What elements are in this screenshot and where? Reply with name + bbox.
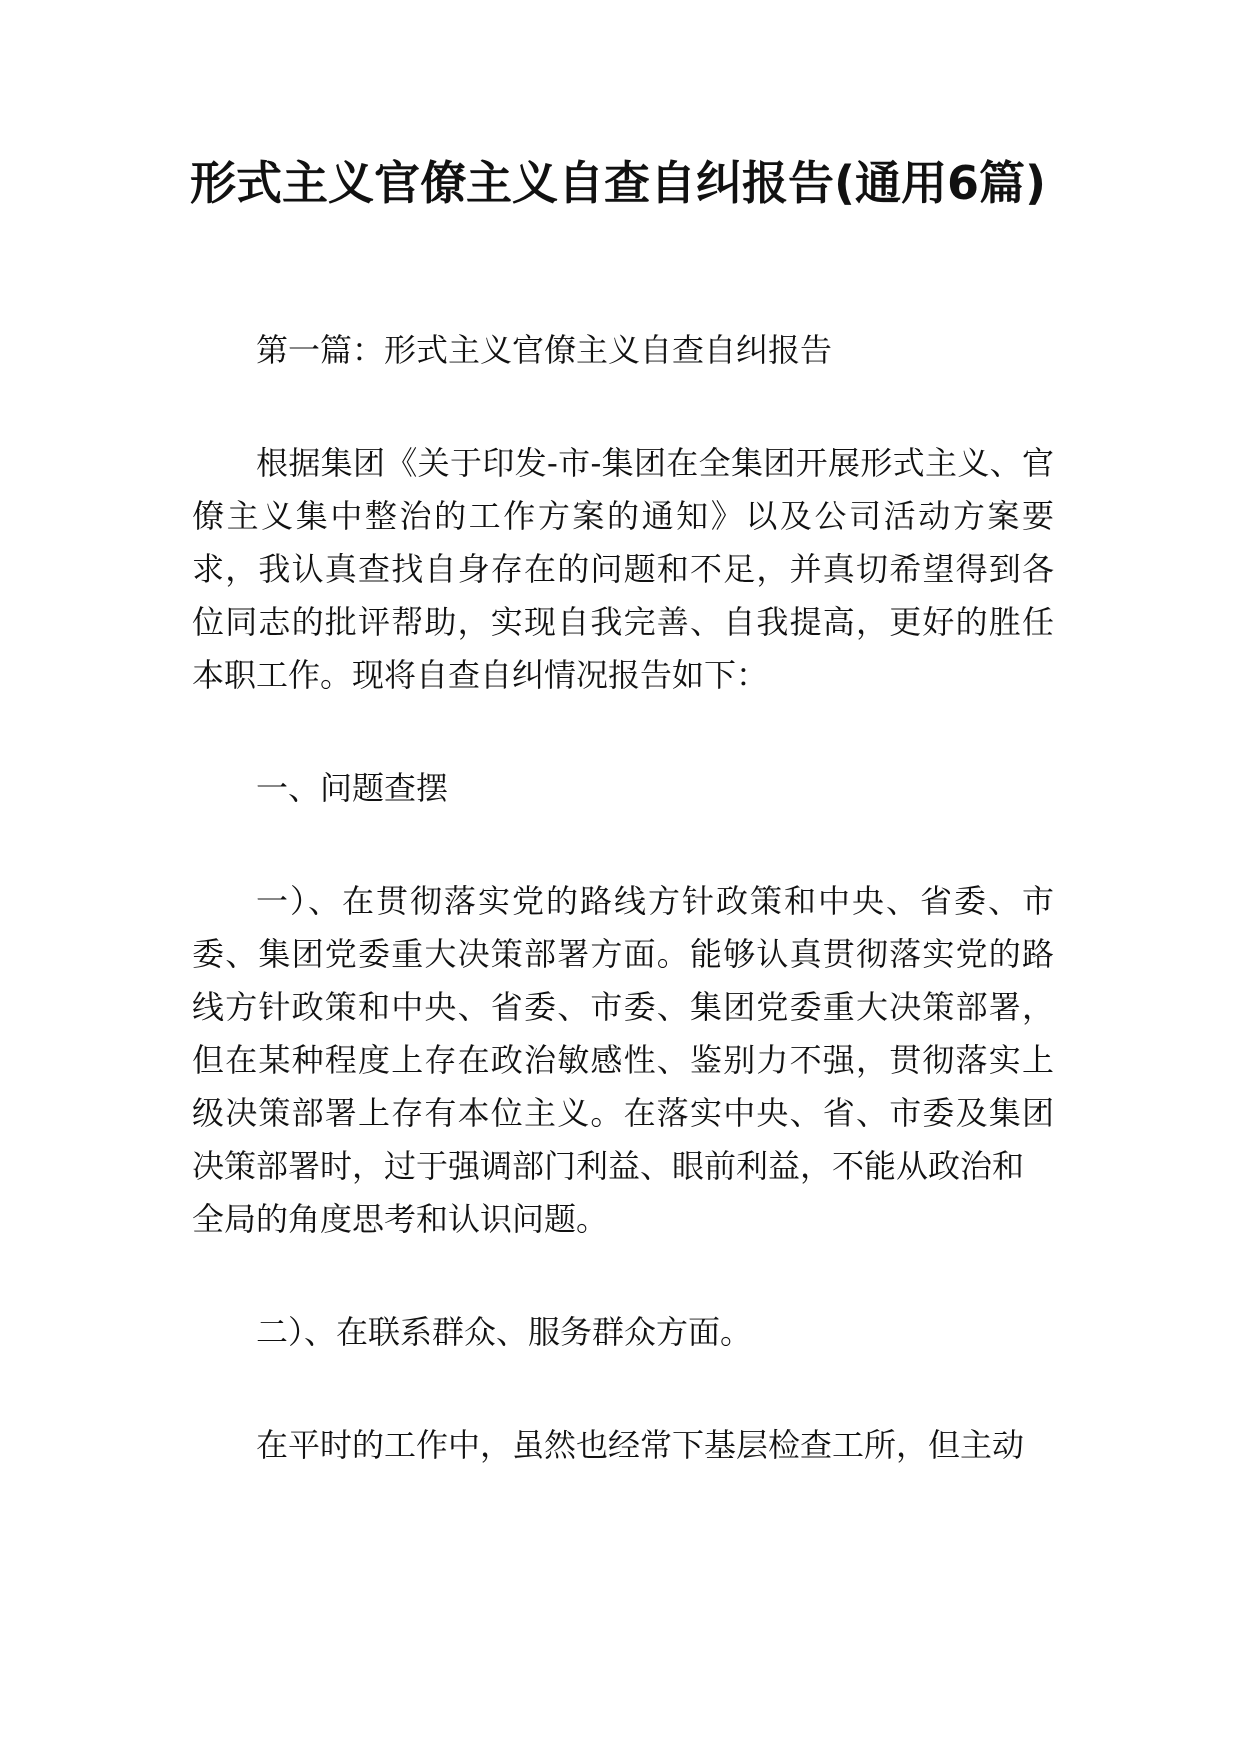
spacer [192,815,1054,875]
item2-paragraph: 在平时的工作中，虽然也经常下基层检查工所，但主动 [256,1426,1025,1464]
section-heading: 第一篇：形式主义官僚主义自查自纠报告 [256,331,833,369]
spacer [192,377,1054,437]
intro-paragraph: 根据集团《关于印发-市-集团在全集团开展形式主义、官僚主义集中整治的工作方案的通知》以及公司活动方案要求，我认真查找自身存在的问题和不足，并真切希望得到各位同志的批评帮助，实现自我完善、自我提高，更好的胜任本职工作。现将自查自纠情况报告如下： [192,444,1054,694]
spacer [192,702,1054,762]
document-title: 形式主义官僚主义自查自纠报告(通用6篇) [190,156,1047,210]
item1-paragraph: 一）、在贯彻落实党的路线方针政策和中央、省委、市委、集团党委重大决策部署方面。能够认真贯彻落实党的路线方针政策和中央、省委、市委、集团党委重大决策部署，但在某种程度上存在政治敏感性、鉴别力不强，贯彻落实上级决策部署上存有本位主义。在落实中央、省、市委及集团 决策部署时，过于强调部门利益、眼前利益，不能从政治和 [192,882,1054,1185]
item1-continuation: 全局的角度思考和认识问题。 [192,1200,609,1238]
item2-heading: 二）、在联系群众、服务群众方面。 [256,1313,753,1351]
problems-heading: 一、问题查摆 [256,769,449,807]
spacer [192,1246,1054,1306]
spacer [192,1359,1054,1419]
document-body [192,324,1054,1472]
